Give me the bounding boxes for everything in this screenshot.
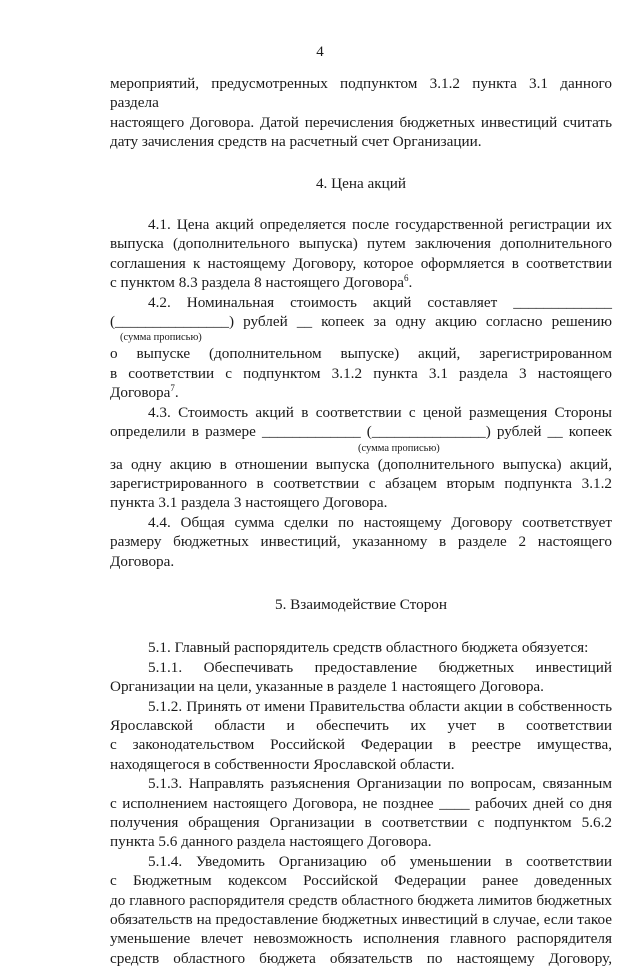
field-hint: (сумма прописью) [358, 442, 440, 454]
text-line [110, 383, 612, 402]
paragraph-4-3 [110, 403, 612, 513]
paragraph-4-2 [110, 293, 612, 403]
paragraph-5-1-2 [110, 697, 612, 775]
text-line: 5.1.1. Обеспечивать предоставление бюджетных инвестиций [148, 658, 612, 676]
section-5-title: 5. Взаимодействие Сторон [274, 595, 448, 613]
paragraph-5-1-3 [110, 774, 612, 852]
page-number: 4 [316, 44, 324, 60]
paragraph-4-4 [110, 513, 612, 571]
text-line: находящегося в собственности Ярославской области. [110, 755, 455, 773]
text-line [110, 273, 612, 292]
text-line: 5.1. Главный распорядитель средств областного бюджета обязуется: [148, 639, 589, 657]
text-line: Ярославской области и обеспечить их учет в соответствии [110, 716, 612, 734]
text-line: (_______________) рублей __ копеек за одну акцию согласно решению [110, 313, 612, 331]
text-line: пункта 5.6 данного раздела настоящего Договора. [110, 833, 432, 851]
text-line: с исполнением настоящего Договора, не позднее ____ рабочих дней со дня [110, 794, 612, 812]
text-line: мероприятий, предусмотренных подпунктом 3.1.2 пункта 3.1 данного раздела [110, 75, 612, 112]
field-hint: (сумма прописью) [120, 332, 202, 344]
text-line: определили в размере _____________ (_______________) рублей __ копеек [110, 423, 612, 441]
text-line: о выпуске (дополнительном выпуске) акций, зарегистрированном [110, 345, 612, 363]
paragraph-4-1 [110, 215, 612, 293]
text-line: Договора. [110, 552, 175, 570]
text-fragment: Договора [110, 384, 171, 402]
document-body [110, 74, 612, 968]
text-line: 4.2. Номинальная стоимость акций составляет _____________ [148, 293, 612, 311]
text-line: в соответствии с подпунктом 3.1.2 пункта 3.1 раздела 3 настоящего [110, 364, 612, 382]
section-4-title: 4. Цена акций [315, 174, 407, 192]
text-line: обязательств на предоставление бюджетных инвестиций в случае, если такое [110, 911, 612, 929]
text-line: соглашения к настоящему Договору, которое оформляется в соответствии [110, 254, 612, 272]
text-line: Организации на цели, указанные в разделе 1 настоящего Договора. [110, 678, 544, 696]
footnote-ref: 7 [170, 383, 175, 394]
text-line: настоящего Договора. Датой перечисления бюджетных инвестиций считать [110, 113, 612, 131]
text-line: пункта 3.1 раздела 3 настоящего Договора. [110, 494, 388, 512]
text-fragment: . [174, 384, 179, 402]
text-line: средств областного бюджета обязательств по настоящему Договору, [110, 949, 612, 967]
text-line: с законодательством Российской Федерации в реестре имущества, [110, 736, 612, 754]
text-line: размеру бюджетных инвестиций, указанному в разделе 2 настоящего [110, 533, 612, 551]
text-line: 5.1.2. Принять от имени Правительства области акции в собственность [148, 697, 612, 715]
text-line: выпуска (дополнительного выпуска) путем заключения дополнительного [110, 235, 612, 253]
paragraph-5-1 [110, 638, 612, 657]
text-line: за одну акцию в отношении выпуска (дополнительного выпуска) акций, [110, 455, 612, 473]
text-line: 5.1.4. Уведомить Организацию об уменьшении в соответствии [148, 852, 612, 870]
text-line: 4.1. Цена акций определяется после государственной регистрации их [148, 216, 612, 234]
text-line: 4.4. Общая сумма сделки по настоящему Договору соответствует [148, 513, 612, 531]
paragraph-continuation [110, 74, 612, 152]
paragraph-5-1-4 [110, 852, 612, 968]
footnote-ref: 6 [403, 273, 409, 284]
text-fragment: с пунктом 8.3 раздела 8 настоящего Договора [110, 274, 404, 292]
paragraph-5-1-1 [110, 658, 612, 697]
text-line: уменьшение влечет невозможность исполнения главного распорядителя [110, 930, 612, 948]
text-line: 5.1.3. Направлять разъяснения Организации по вопросам, связанным [148, 775, 612, 793]
text-line: до главного распорядителя средств областного бюджета лимитов бюджетных [110, 891, 612, 909]
text-fragment: . [408, 274, 413, 292]
text-line: с Бюджетным кодексом Российской Федерации ранее доведенных [110, 872, 612, 890]
text-line: 4.3. Стоимость акций в соответствии с ценой размещения Стороны [148, 403, 612, 421]
text-line: получения обращения Организации в соответствии с подпунктом 5.6.2 [110, 814, 612, 831]
text-line: дату зачисления средств на расчетный счет Организации. [110, 133, 482, 151]
text-line: зарегистрированного в соответствии с абзацем вторым подпункта 3.1.2 [110, 474, 612, 492]
